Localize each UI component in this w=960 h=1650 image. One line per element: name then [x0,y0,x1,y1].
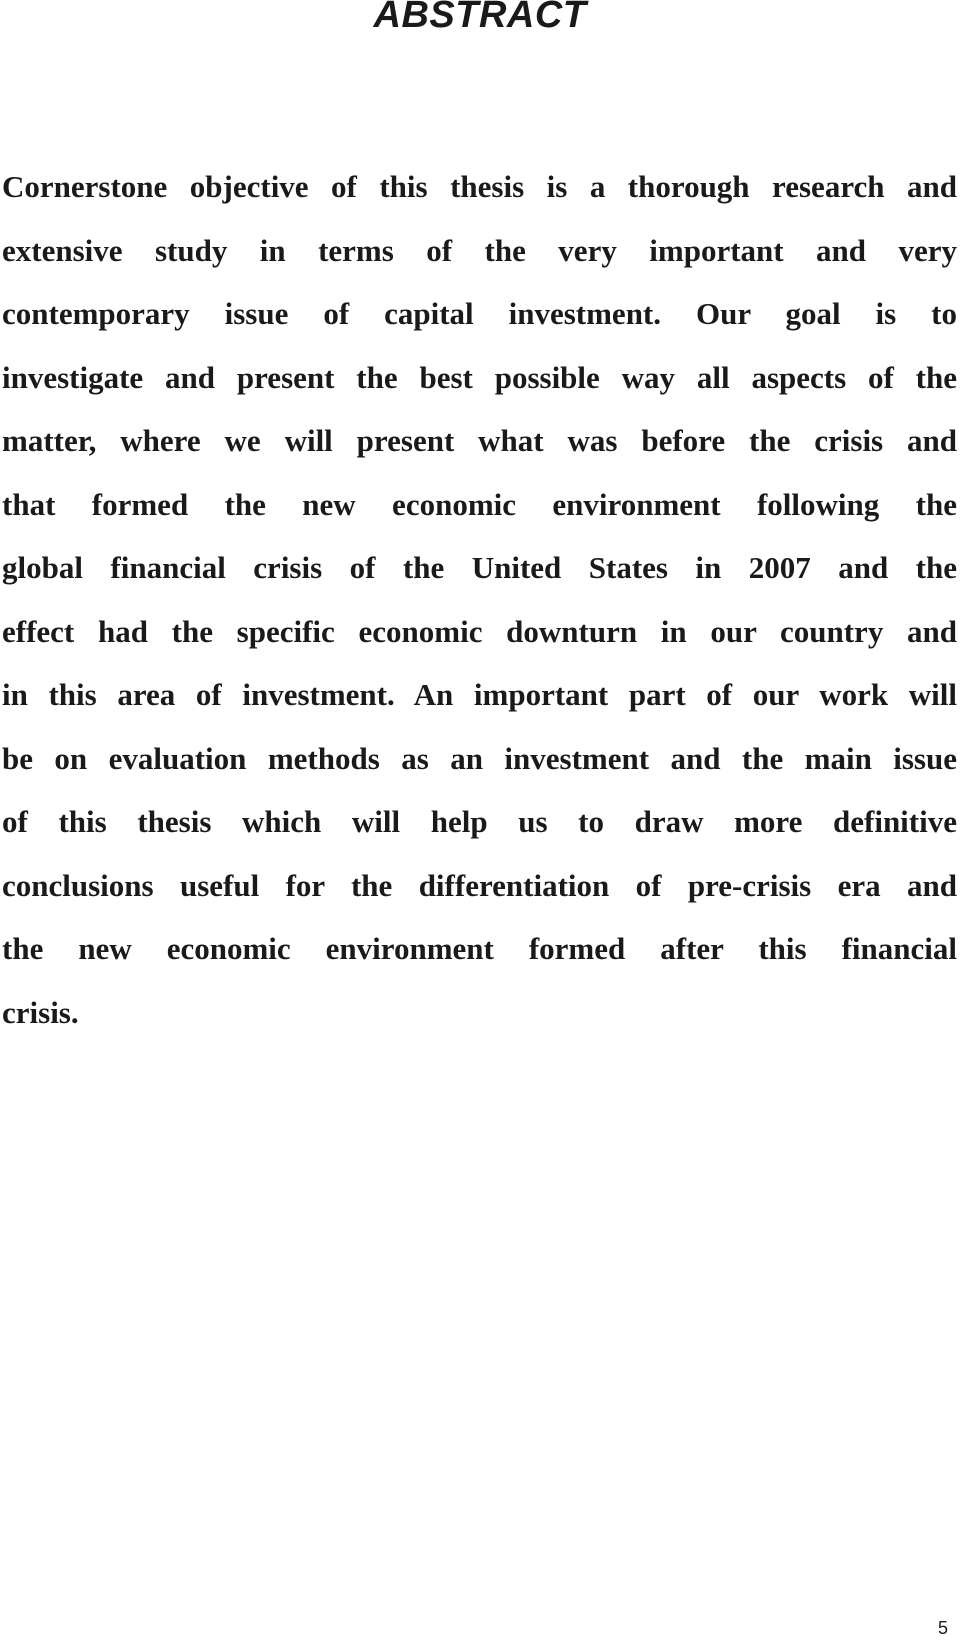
abstract-line: extensive study in terms of the very important and very [2,232,957,268]
abstract-line: Cornerstone objective of this thesis is a thorough research and [2,169,957,204]
abstract-line: crisis. [2,994,79,1030]
abstract-paragraph [2,162,957,1051]
abstract-line: contemporary issue of capital investment. Our goal is to [2,296,957,331]
abstract-line: the new economic environment formed after this financial [2,931,957,966]
abstract-line: be on evaluation methods as an investment and the main issue [2,740,957,776]
abstract-line: investigate and present the best possible way all aspects of the [2,359,957,395]
page-number: 5 [937,1618,948,1638]
abstract-line: matter, where we will present what was before the crisis and [2,423,957,458]
abstract-line: that formed the new economic environment following the [2,486,957,522]
abstract-line: of this thesis which will help us to draw more definitive [2,804,957,839]
abstract-line: effect had the specific economic downturn in our country and [2,613,957,649]
abstract-line: conclusions useful for the differentiation of pre-crisis era and [2,867,957,903]
page-title: ABSTRACT [373,0,587,36]
abstract-line: global financial crisis of the United States in 2007 and the [2,550,957,585]
abstract-line: in this area of investment. An important part of our work will [2,677,957,712]
